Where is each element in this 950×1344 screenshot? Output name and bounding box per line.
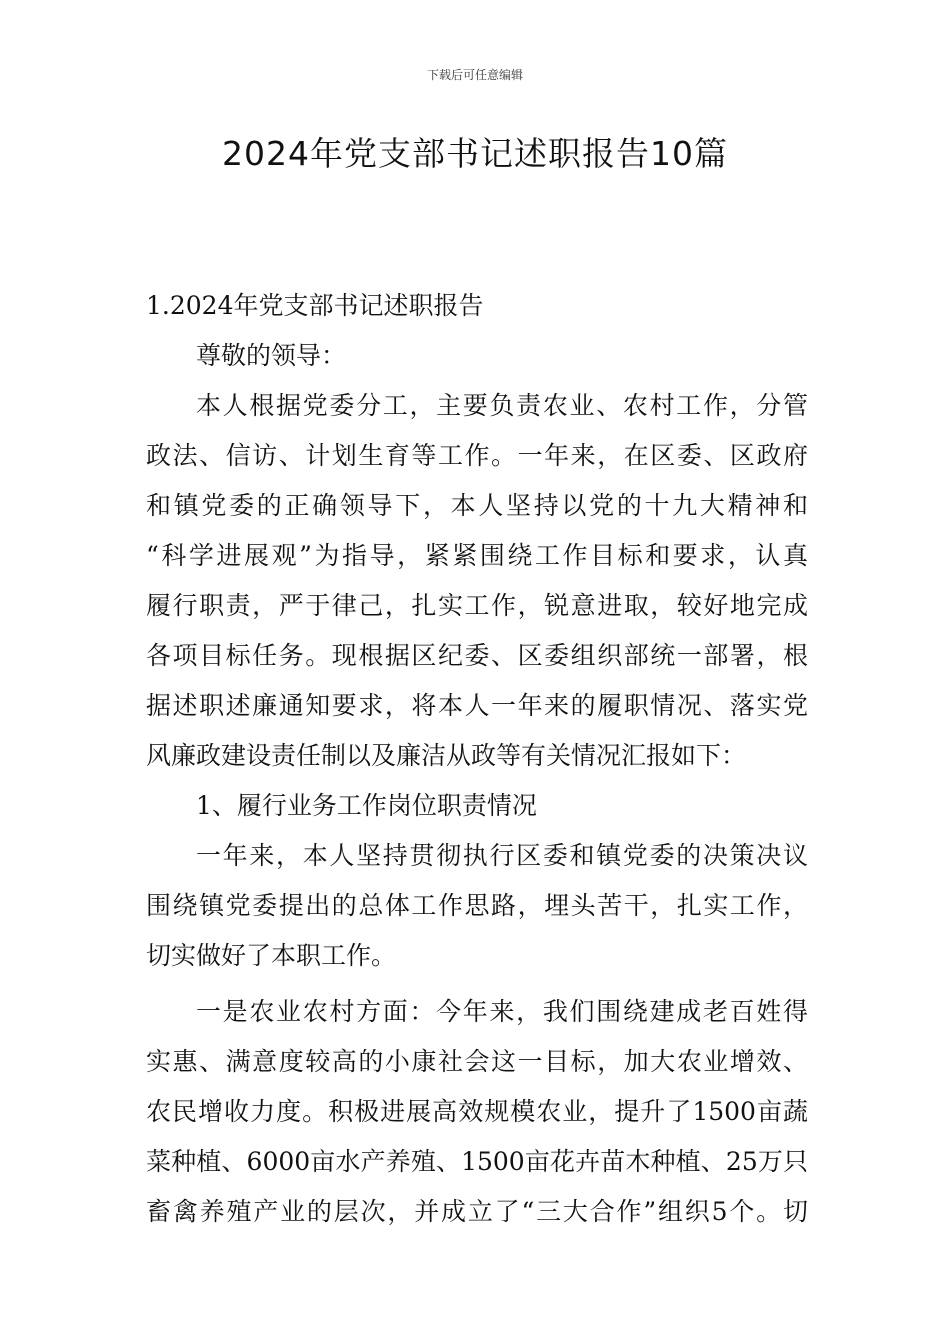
paragraph-line: 菜种植、6000亩水产养殖、1500亩花卉苗木种植、25万只 — [146, 1147, 808, 1176]
section-heading: 1.2024年党支部书记述职报告 — [146, 291, 484, 320]
paragraph-line: 据述职述廉通知要求，将本人一年来的履职情况、落实党 — [146, 691, 808, 720]
paragraph-line: 切实做好了本职工作。 — [146, 941, 397, 970]
document-body — [146, 281, 808, 1237]
document-title: 2024年党支部书记述职报告10篇 — [222, 134, 728, 173]
paragraph-line: 政法、信访、计划生育等工作。一年来，在区委、区政府 — [146, 441, 808, 470]
paragraph-line: “科学进展观”为指导，紧紧围绕工作目标和要求，认真 — [146, 541, 808, 570]
paragraph-line: 畜禽养殖产业的层次，并成立了“三大合作”组织5个。切 — [146, 1197, 808, 1226]
paragraph-line: 围绕镇党委提出的总体工作思路，埋头苦干，扎实工作， — [146, 891, 808, 920]
paragraph-line: 一年来，本人坚持贯彻执行区委和镇党委的决策决议 — [196, 841, 808, 870]
paragraph-line: 本人根据党委分工，主要负责农业、农村工作，分管 — [196, 391, 808, 420]
paragraph-line: 履行职责，严于律己，扎实工作，锐意进取，较好地完成 — [146, 591, 808, 620]
paragraph-line: 一是农业农村方面：今年来，我们围绕建成老百姓得 — [196, 997, 808, 1026]
paragraph-line: 和镇党委的正确领导下，本人坚持以党的十九大精神和 — [146, 491, 808, 520]
paragraph-line: 实惠、满意度较高的小康社会这一目标，加大农业增效、 — [146, 1047, 808, 1076]
header-note: 下载后可任意编辑 — [426, 68, 523, 82]
paragraph-line: 农民增收力度。积极进展高效规模农业，提升了1500亩蔬 — [146, 1097, 808, 1126]
paragraph-line: 尊敬的领导： — [196, 341, 347, 370]
paragraph-line: 1、履行业务工作岗位职责情况 — [196, 791, 537, 820]
paragraph-line: 风廉政建设责任制以及廉洁从政等有关情况汇报如下： — [146, 741, 747, 770]
paragraph-line: 各项目标任务。现根据区纪委、区委组织部统一部署，根 — [146, 641, 808, 670]
